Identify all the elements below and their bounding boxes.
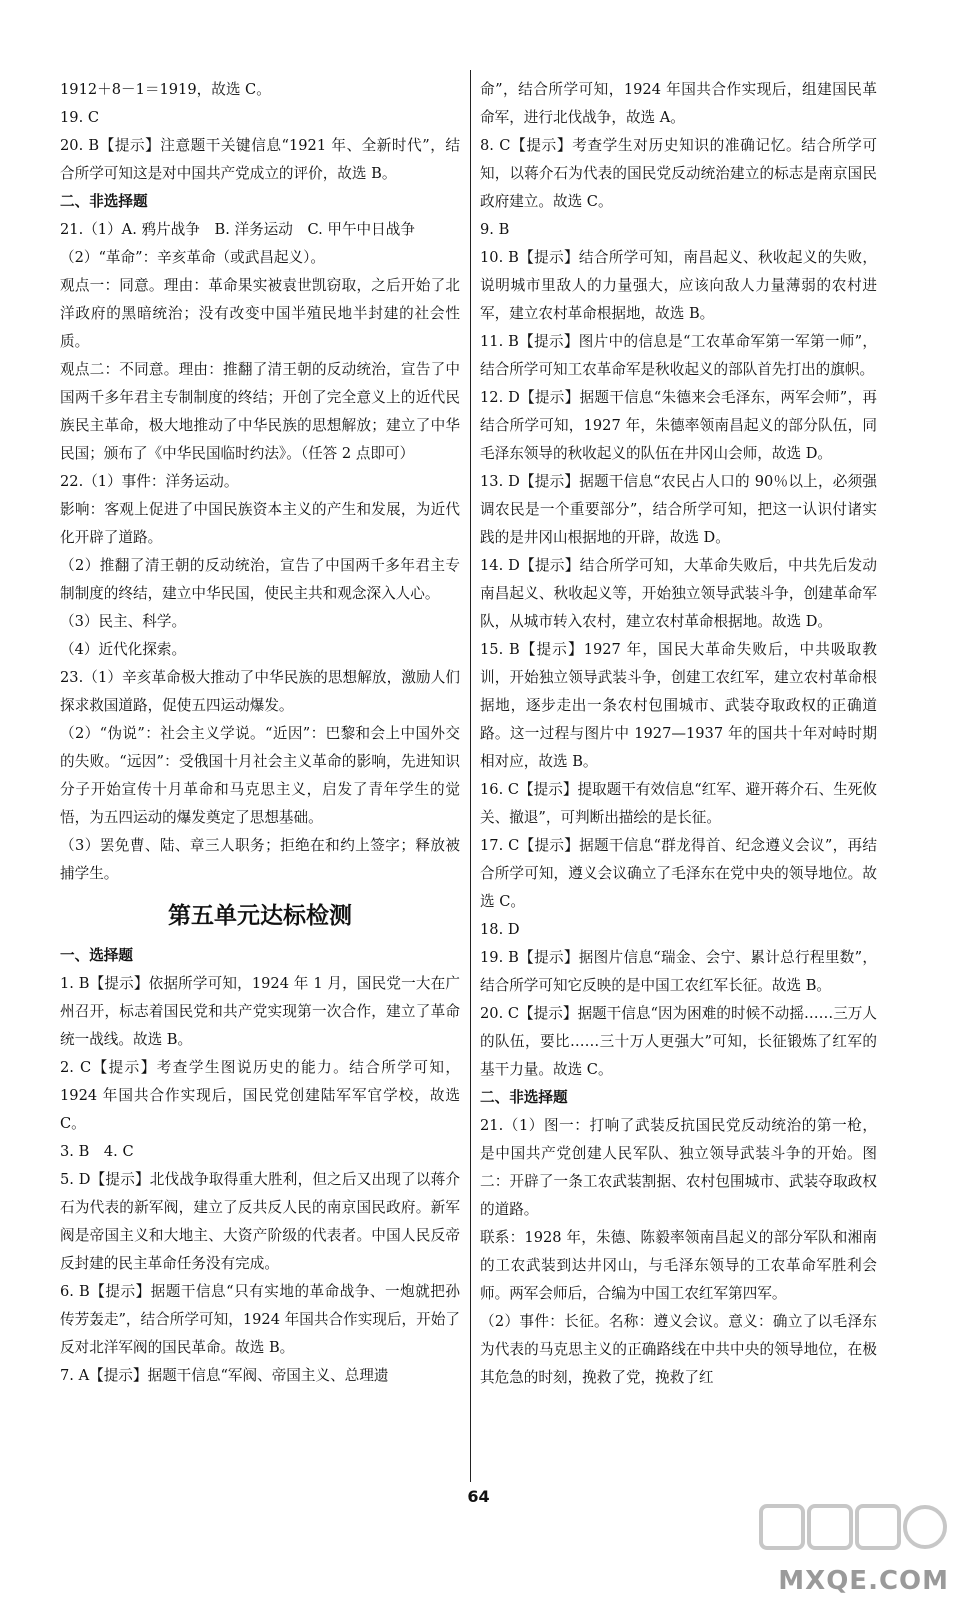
section-heading: 二、非选择题	[480, 1089, 568, 1106]
section-heading: 二、非选择题	[60, 193, 148, 210]
answer-line: 22.（1）事件：洋务运动。	[60, 473, 239, 490]
right-column	[480, 76, 877, 1392]
answer-line: （2）“革命”：辛亥革命（或武昌起义）。	[60, 249, 326, 266]
answer-line: 17. C【提示】据题干信息“群龙得首、纪念遵义会议”，再结合所学可知，遵义会议确立了毛泽东在党中央的领导地位。故选 C。	[480, 837, 877, 910]
answer-line: 20. B【提示】注意题干关键信息“1921 年、全新时代”，结合所学可知这是对中国共产党成立的评价，故选 B。	[60, 137, 460, 182]
watermark-text: MXQE.COM	[778, 1566, 949, 1596]
answer-line: 14. D【提示】结合所学可知，大革命失败后，中共先后发动南昌起义、秋收起义等，开始独立领导武装斗争，创建革命军队，从城市转入农村，建立农村革命根据地。故选 D。	[480, 557, 877, 630]
answer-line: 15. B【提示】1927 年，国民大革命失败后，中共吸取教训，开始独立领导武装斗争，创建工农红军，建立农村革命根据地，逐步走出一条农村包围城市、武装夺取政权的正确道路。这一过程与图片中 1927—1937 年的国共十年对峙时期相对应，故选 B。	[480, 641, 877, 770]
left-column	[60, 76, 460, 1390]
answer-line: 19. B【提示】据图片信息“瑞金、会宁、累计总行程里数”，结合所学可知它反映的是中国工农红军长征。故选 B。	[480, 949, 877, 994]
page-number: 64	[467, 1487, 490, 1506]
answer-line: 6. B【提示】据题干信息“只有实地的革命战争、一炮就把孙传芳轰走”，结合所学可知，1924 年国共合作实现后，开始了反对北洋军阀的国民革命。故选 B。	[60, 1283, 460, 1356]
answer-line: 3. B 4. C	[60, 1143, 134, 1160]
unit-title: 第五单元达标检测	[168, 903, 352, 929]
answer-line: 5. D【提示】北伐战争取得重大胜利，但之后又出现了以蒋介石为代表的新军阀，建立了反共反人民的南京国民政府。新军阀是帝国主义和大地主、大资产阶级的代表者。中国人民反帝反封建的民主革命任务没有完成。	[60, 1171, 460, 1272]
answer-line: 观点一：同意。理由：革命果实被袁世凯窃取，之后开始了北洋政府的黑暗统治；没有改变中国半殖民地半封建的社会性质。	[60, 277, 460, 350]
answer-line: 11. B【提示】图片中的信息是“工农革命军第一军第一师”，结合所学可知工农革命军是秋收起义的部队首先打出的旗帜。	[480, 333, 877, 378]
answer-line: （4）近代化探索。	[60, 641, 187, 658]
answer-line: 20. C【提示】据题干信息“因为困难的时候不动摇……三万人的队伍，要比……三十万人更强大”可知，长征锻炼了红军的基干力量。故选 C。	[480, 1005, 877, 1078]
answer-line: 16. C【提示】提取题干有效信息“红军、避开蒋介石、生死攸关、撤退”，可判断出描绘的是长征。	[480, 781, 877, 826]
answer-line: 1912＋8－1＝1919，故选 C。	[60, 81, 271, 98]
answer-line: 影响：客观上促进了中国民族资本主义的产生和发展，为近代化开辟了道路。	[60, 501, 460, 546]
answer-line: 联系：1928 年，朱德、陈毅率领南昌起义的部分军队和湘南的工农武装到达井冈山，与毛泽东领导的工农革命军胜利会师。两军会师后，合编为中国工农红军第四军。	[480, 1229, 877, 1302]
answer-line: 19. C	[60, 109, 100, 126]
section-heading: 一、选择题	[60, 947, 133, 964]
answer-line: 2. C【提示】考查学生图说历史的能力。结合所学可知，1924 年国共合作实现后，国民党创建陆军军官学校，故选 C。	[60, 1059, 460, 1132]
answer-line: 8. C【提示】考查学生对历史知识的准确记忆。结合所学可知，以蒋介石为代表的国民党反动统治建立的标志是南京国民政府建立。故选 C。	[480, 137, 877, 210]
answer-line: 21.（1）图一：打响了武装反抗国民党反动统治的第一枪，是中国共产党创建人民军队、独立领导武装斗争的开始。图二：开辟了一条工农武装割据、农村包围城市、武装夺取政权的道路。	[480, 1117, 877, 1218]
answer-line: （3）罢免曹、陆、章三人职务；拒绝在和约上签字；释放被捕学生。	[60, 837, 460, 882]
answer-line: 9. B	[480, 221, 510, 238]
answer-line: 1. B【提示】依据所学可知，1924 年 1 月，国民党一大在广州召开，标志着国民党和共产党实现第一次合作，建立了革命统一战线。故选 B。	[60, 975, 460, 1048]
answer-line: （3）民主、科学。	[60, 613, 187, 630]
answer-line: 命”，结合所学可知，1924 年国共合作实现后，组建国民革命军，进行北伐战争，故选 A。	[480, 81, 877, 126]
answer-line: 21.（1）A. 鸦片战争 B. 洋务运动 C. 甲午中日战争	[60, 221, 415, 238]
answer-line: 观点二：不同意。理由：推翻了清王朝的反动统治，宣告了中国两千多年君主专制制度的终结；开创了完全意义上的近代民族民主革命，极大地推动了中华民族的思想解放；建立了中华民国；颁布了《中华民国临时约法》。（任答 2 点即可）	[60, 361, 460, 462]
answer-line: 23.（1）辛亥革命极大推动了中华民族的思想解放，激励人们探求救国道路，促使五四运动爆发。	[60, 669, 460, 714]
answer-line: （2）推翻了清王朝的反动统治，宣告了中国两千多年君主专制制度的终结，建立中华民国，使民主共和观念深入人心。	[60, 557, 460, 602]
answer-line: 13. D【提示】据题干信息“农民占人口的 90％以上，必须强调农民是一个重要部分”，结合所学可知，把这一认识付诸实践的是井冈山根据地的开辟，故选 D。	[480, 473, 877, 546]
answer-line: 7. A【提示】据题干信息“军阀、帝国主义、总理遗	[60, 1367, 389, 1384]
column-divider	[470, 70, 471, 1482]
answer-line: 12. D【提示】据题干信息“朱德来会毛泽东，两军会师”，再结合所学可知，1927 年，朱德率领南昌起义的部分队伍，同毛泽东领导的秋收起义的队伍在井冈山会师，故选 D。	[480, 389, 877, 462]
answer-line: 10. B【提示】结合所学可知，南昌起义、秋收起义的失败，说明城市里敌人的力量强大，应该向敌人力量薄弱的农村进军，建立农村革命根据地，故选 B。	[480, 249, 877, 322]
answer-line: （2）“伪说”：社会主义学说。“近因”：巴黎和会上中国外交的失败。“远因”：受俄国十月社会主义革命的影响，先进知识分子开始宣传十月革命和马克思主义，启发了青年学生的觉悟，为五四运动的爆发奠定了思想基础。	[60, 725, 460, 826]
answer-line: 18. D	[480, 921, 520, 938]
answer-line: （2）事件：长征。名称：遵义会议。意义：确立了以毛泽东为代表的马克思主义的正确路线在中共中央的领导地位，在极其危急的时刻，挽救了党，挽救了红	[480, 1313, 877, 1386]
